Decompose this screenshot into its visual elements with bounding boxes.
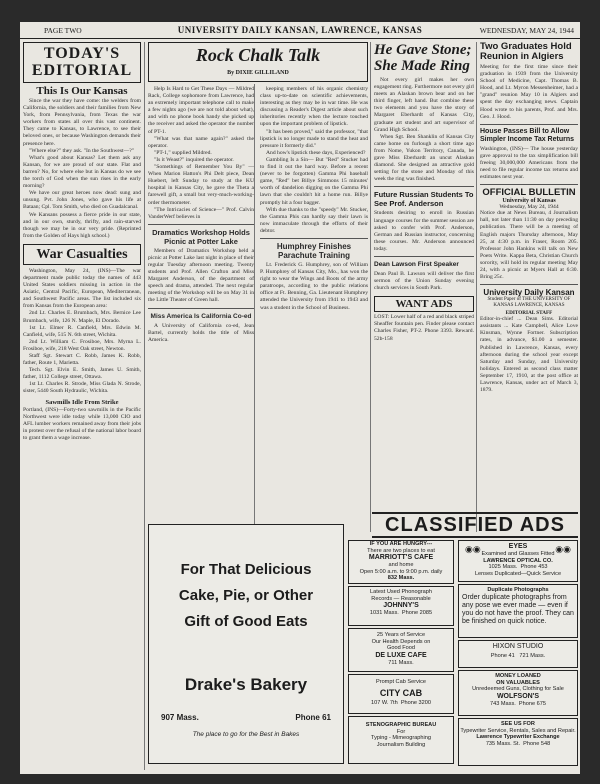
bulletin-body: Notice due at News Bureau, 4 Journalism hall, not later than 11:30 on day preceding publication. There will be a meeting of English majors Thursday afternoon, May 25, at 4:30 p.m. in Fraser, Room 205. Professor John Hankins will talk on New Poets Write. Kappa Beta, Christian Church sorority, will hold its regular meeting May 24, with a picnic at Myers Hall at 6:30. Bring 25c. xyxy=(480,210,578,281)
wolfsons-line: Unredeemed Guns, Clothing for Sale xyxy=(472,686,564,693)
casualty-para: Staff Sgt. Stewart C. Robb, James K. Robb, father, Route 1, Marietta. xyxy=(23,353,141,367)
casualty-para: 1st Lt. Elmer R. Canfield, Mrs. Edwin M. Canfield, wife, 515 N. 6th street, Wichita. xyxy=(23,324,141,338)
johnnys-line: Latest Used Phonograph xyxy=(370,589,432,595)
cake-line-1: For That Delicious xyxy=(180,561,312,578)
page-header xyxy=(20,22,580,39)
marriott-address: 832 Mass. xyxy=(387,575,415,582)
wolfsons-ad xyxy=(458,670,578,716)
drakes-bakery-ad xyxy=(148,524,344,764)
miss-america-headline: Miss America Is California Co-ed xyxy=(150,312,252,320)
sawmills-body: Portland, (INS)—Forty-two sawmills in the Pacific Northwest were idle today while 13,000 CIO and AFL lumber workers remained away from their jobs in protest over the refusal of the national labor board to grant them a wage increase. xyxy=(23,406,141,441)
typewriter-line: Typewriter Service, Rentals, Sales and Repair. xyxy=(460,727,576,734)
dramatics-body: Members of Dramatics Workshop held a picnic at Potter Lake last night in place of their regular Tuesday afternoon meeting. Twenty students and Prof. Allen Crafton and Miss Margaret Anderson, of the department of speech and drama, attended. The next regular meeting of the Workshop will be on May 31 in the Little Theater of Green hall. xyxy=(148,247,254,304)
column-divider xyxy=(254,84,255,524)
deluxe-line: Our Health Depends on xyxy=(371,638,431,645)
rock-chalk-para: With due thanks to the "speedy" Mr. Stucker, the Gamma Phis can hardly say their lawn is now immaculate through the efforts of their debtor. xyxy=(260,206,368,234)
humphrey-headline: Humphrey Finishes Parachute Training xyxy=(276,241,352,260)
rock-chalk-col2 xyxy=(260,86,368,312)
optical-address: 1025 Mass. xyxy=(488,564,518,571)
hixon-address: 721 Mass. xyxy=(519,653,546,659)
optical-title: EYES xyxy=(508,543,528,550)
drakes-address: 907 Mass. xyxy=(161,713,199,722)
divider xyxy=(374,256,474,257)
newspaper-page xyxy=(20,22,580,774)
marriott-line: There are two places to eat xyxy=(367,547,435,554)
deluxe-cafe-ad xyxy=(348,628,454,672)
citycab-name: CITY CAB xyxy=(379,687,423,698)
bulletin-subtitle: University of Kansas xyxy=(502,198,556,205)
ring-para: Not every girl makes her own engagement ring. Furthermore not every girl meets an Alaskan brown bear and on her third finger, left hand. But combine these two elements and you have the story of Margaret Eberhardt of Kansas City, graduate art student and art supervisor of Grand High School. xyxy=(374,77,474,133)
steno-name: STENOGRAPHIC BUREAU xyxy=(365,722,437,728)
cake-line-3: Gift of Good Eats xyxy=(184,613,308,630)
marriott-name: MARRIOTT'S CAFE xyxy=(368,554,434,562)
divider xyxy=(480,284,578,285)
steno-line: Journalism Building xyxy=(376,741,426,748)
wolfsons-line: MONEY LOANED xyxy=(495,673,541,679)
lawson-headline: Dean Lawson First Speaker xyxy=(374,260,459,268)
sawmills-headline: Sawmills Idle From Strike xyxy=(45,398,119,406)
hixon-studio-ad xyxy=(458,640,578,668)
reunion-body: Meeting for the first time since their graduation in 1939 from the University School of Medicine, Capt. Thomas B. Hood, and Lt. Myron Messenheimer, had a "grand" reunion May 10 in Algiers and spent the day exchanging news. Captain Hood wrote to his parents, Prof. and Mrs. Geo. J. Hood. xyxy=(480,64,578,120)
photo-body: Order duplicate photographs from any pose we ever made — even if you do not have the proof. They can be finished on quick notice. xyxy=(462,593,574,625)
column-editorial xyxy=(23,42,141,770)
eye-icon: ◉◉ xyxy=(465,544,481,554)
hixon-phone: Phone 41 xyxy=(490,653,515,659)
issue-date: WEDNESDAY, MAY 24, 1944 xyxy=(479,26,574,35)
page-number: PAGE TWO xyxy=(44,26,82,35)
rock-chalk-para: Help Is Hard to Get These Days — Mildred Rack, College sophomore from Lawrence, had an extremely important telephone call to make a few nights ago (we are not told about what), and with no phone book handy she picked up the receiver and asked the operator the number of PT-1. xyxy=(148,86,254,135)
optical-line: Examined and Glasses Fitted xyxy=(481,551,555,557)
johnnys-phone: Phone 2085 xyxy=(401,610,433,617)
editorial-para: What's good about Kansas? Let them ask any Kansan, for we are proud of our state. Flat and barren? No, for where else but in Kansas do we see the torch of God when the sun rises in the early morning? xyxy=(23,154,141,190)
rock-chalk-section xyxy=(148,42,368,542)
wolfsons-name: WOLFSON'S xyxy=(496,692,540,700)
stenographic-ad xyxy=(348,716,454,764)
casualty-para: Tech. Sgt. Elvin E. Smith, James U. Smith, father, 1112 College street, Ottawa. xyxy=(23,367,141,381)
typewriter-phone: Phone 548 xyxy=(523,740,551,747)
rock-chalk-banner xyxy=(148,42,368,82)
rock-chalk-para: "The Intricacies of Science—" Prof. Calvin VanderWerf believes in xyxy=(148,206,254,220)
deluxe-address: 711 Mass. xyxy=(388,659,414,666)
hixon-name: HIXON STUDIO xyxy=(492,643,544,650)
optical-name: LAWRENCE OPTICAL CO. xyxy=(483,557,553,564)
casualty-para: 2nd Lt. William C. Frosiboe, Mrs. Myrna L. Frosiboe, wife, 218 West Oak street, Newton. xyxy=(23,338,141,352)
russian-body: Students desiring to enroll in Russian language courses for the summer session are asked to confer with Prof. Anderson, German and Russian instructor, concerning these courses. Mr. Anderson announced today. xyxy=(374,210,474,252)
wolfsons-phone: Phone 675 xyxy=(518,700,546,707)
column-news xyxy=(374,42,474,530)
marriott-ad xyxy=(348,540,454,584)
dramatics-headline: Dramatics Workshop Holds Picnic at Potter Lake xyxy=(152,227,250,246)
column-divider xyxy=(476,42,477,532)
editorial-title-2: EDITORIAL xyxy=(31,62,133,79)
todays-editorial-box xyxy=(23,42,141,83)
column-divider xyxy=(144,42,145,770)
rock-chalk-para: "Somethings of Remember You By" — When Marion Hatton's Phi Delt piece, Dean Huebert, left Sunday to study at the KU hospital in Kansas City, he gave the Theta a farewell gift, a small but very-much-working-order thermometer. xyxy=(148,164,254,206)
typewriter-name: Lawrence Typewriter Exchange xyxy=(476,734,560,741)
editorial-headline: This Is Our Kansas xyxy=(36,85,128,97)
staff-subtitle: Student Paper of THE UNIVERSITY OF KANSAS LAWRENCE, KANSAS xyxy=(487,297,571,309)
casualty-para: 2nd Lt. Charles E. Brumbach, Mrs. Bernice Lee Brumbach, wife, 126 N. Maple, El Dorado. xyxy=(23,310,141,324)
eye-icon: ◉◉ xyxy=(555,544,571,554)
ring-para: When Sgt. Ben Shanklin of Kansas City came home on furlough a short time ago from Nome, Yukon Territory, Canada, he gave Miss Eberhardt an uncut Alaskan diamond. She designed an attractive gold setting for the stone and Monday of this week the ring was finished. xyxy=(374,133,474,183)
drakes-name: Drake's Bakery xyxy=(184,675,308,694)
staff-label: EDITORIAL STAFF xyxy=(505,310,553,317)
editorial-body xyxy=(23,98,141,240)
deluxe-line: 25 Years of Service xyxy=(376,632,426,638)
war-casualties-body xyxy=(23,268,141,396)
bulletin-title: OFFICIAL BULLETIN xyxy=(482,187,576,199)
lawson-body: Dean Paul B. Lawson will deliver the first sermon of the Union Sunday evening church services in South Park. xyxy=(374,270,474,292)
humphrey-body: Lt. Frederick G. Humphrey, son of William P. Humphrey of Kansas City, Mo., has won the right to wear the Wings and Boots of the army paratroops, according to the public relations office at Ft. Benning, Ga. Lieutenant Humphrey attended the University from 1941 to 1943 and was a student in the School of Business. xyxy=(260,261,368,311)
drakes-tagline: The place to go for the Best in Bakes xyxy=(192,731,300,738)
wolfsons-line: ON VALUABLES xyxy=(496,679,540,686)
divider xyxy=(480,184,578,185)
rock-chalk-byline: By DIXIE GILLILAND xyxy=(227,70,289,76)
classified-title: CLASSIFIED ADS xyxy=(385,514,565,536)
citycab-line: Prompt Cab Service xyxy=(375,679,427,685)
citycab-address: 107 W. 7th xyxy=(370,699,398,706)
typewriter-ad xyxy=(458,718,578,766)
want-ads-box xyxy=(374,296,474,312)
casualty-para: 1st Lt. Charles R. Strode, Miss Glada N. Strode, sister, 5440 South Hydraulic, Wichita. xyxy=(23,381,141,395)
rock-chalk-para: "What was that name again?" asked the operator. xyxy=(148,135,254,149)
divider xyxy=(148,224,254,225)
optical-ad xyxy=(458,540,578,582)
drakes-phone: Phone 61 xyxy=(295,713,331,722)
divider xyxy=(374,186,474,187)
rock-chalk-para: "Is it Weast?" inquired the operator. xyxy=(154,156,234,163)
deluxe-line: Good Food xyxy=(387,645,415,652)
editorial-title-1: TODAY'S xyxy=(43,45,121,62)
marriott-line: IF YOU ARE HUNGRY--- xyxy=(369,541,433,547)
editorial-para: We have our great heroes now dead: sung and unsung. Pvt. John Jones, who gave his life at Bataan; Cpl. Tom Smith, who died on Guadalcanal. xyxy=(23,190,141,211)
divider xyxy=(480,124,578,125)
ring-headline: He Gave Stone; She Made Ring xyxy=(374,42,472,74)
city-cab-ad xyxy=(348,674,454,714)
war-casualties-box xyxy=(23,244,141,265)
want-ads-body: LOST: Lower half of a red and black striped Sheaffer fountain pen. Finder please contact Charles Fisher, PT-2. Phone 3393. Reward. 52b-158 xyxy=(374,314,474,342)
masthead: UNIVERSITY DAILY KANSAN, LAWRENCE, KANSAS xyxy=(177,25,423,35)
staff-title: University Daily Kansan xyxy=(483,288,575,298)
rock-chalk-title: Rock Chalk Talk xyxy=(195,45,321,65)
classified-banner xyxy=(372,512,578,538)
typewriter-line: SEE US FOR xyxy=(501,721,535,727)
rock-chalk-para: "It has been proved," said the professor, "that lipstick is no longer made to stand the heat and pressure it formerly did." xyxy=(260,128,368,149)
duplicate-photos-ad xyxy=(458,584,578,638)
rock-chalk-para: And how's lipstick these days, Experienced? xyxy=(266,149,366,156)
johnnys-line: Records — Reasonable xyxy=(371,595,431,602)
citycab-phone: Phone 3200 xyxy=(400,699,432,706)
miss-america-body: A University of California co-ed, Jean Bartel, currently holds the title of Miss America. xyxy=(148,322,254,343)
rock-chalk-para: keeping members of his organic chemistry class up-to-date on scientific achievements, interesting as they may be in war time. He was discussing a Reader's Digest article about such inheritories recently when the lecture touched upon the important problem of lipstick. xyxy=(260,86,368,128)
house-headline: House Passes Bill to Allow Simpler Income Tax Returns xyxy=(480,127,575,143)
cake-line-2: Cake, Pie, or Other xyxy=(178,587,314,604)
rock-chalk-col1 xyxy=(148,86,254,344)
editorial-para: "Where else?" they ask. "In the Southwest—?" xyxy=(29,147,134,154)
column-bulletin xyxy=(480,42,578,530)
marriott-hours: Open 5:00 a.m. to 9:00 p.m. daily xyxy=(359,568,443,575)
column-divider xyxy=(370,42,371,532)
want-ads-title: WANT ADS xyxy=(395,298,453,311)
marriott-line: and home xyxy=(388,562,414,569)
editorial-para: We Kansans possess a fierce pride in our state, and in our own, sturdy, thrifty, and rain-starved though we may be in our very pride. (Reprinted from the Golden of Hays high school.) xyxy=(23,211,141,239)
bulletin-date: Wednesday, May 24, 1944 xyxy=(499,204,559,211)
johnnys-ad xyxy=(348,586,454,626)
johnnys-name: JOHNNY'S xyxy=(383,602,419,610)
steno-line: Typing - Mimeographing xyxy=(370,735,431,742)
deluxe-name: DE LUXE CAFE xyxy=(375,651,427,659)
russian-headline: Future Russian Students To See Prof. Anderson xyxy=(374,190,474,209)
rock-chalk-para: Gambling Is a Sin— But "Red" Stucker had to find it out the hard way. Before a recent (never to be forgotten) Gamma Phi baseball game, "Red" bet Billye Simmons 15 minutes' worth of dandelion digging on the Gamma Phi lawn that she couldn't hit a home run. Billye promptly hit a four bagger. xyxy=(260,156,368,206)
reunion-headline: Two Graduates Hold Reunion in Algiers xyxy=(480,42,572,62)
photo-title: Duplicate Photographs xyxy=(487,587,549,593)
johnnys-address: 1031 Mass. xyxy=(369,610,399,617)
optical-line: Lenses Duplicated—Quick Service xyxy=(474,570,562,577)
divider xyxy=(260,238,368,239)
staff-body: Editor-in-chief ... Dean Sims. Editorial assistants ... Kate Campbell, Alice Love Kinsman, Wynne Fortner. Subscription rates, in advance, $1.00 a semester. Published in Lawrence, Kansas, every afternoon during the school year except Saturday and Sunday, and University holidays. Entered as second class matter September 17, 1910, at the post office at Lawrence, Kansas, under act of March 3, 1879. xyxy=(480,316,578,394)
typewriter-address: 735 Mass. St. xyxy=(485,740,521,747)
steno-line: For xyxy=(396,728,406,735)
war-casualties-title: War Casualties xyxy=(36,246,128,262)
house-body: Washington, (INS)— The house yesterday gave approval to the tax simplification bill freeing 30,000,000 Americans from the need to file regular income tax returns and estimates next year. xyxy=(480,145,578,181)
optical-phone: Phone 453 xyxy=(520,564,548,571)
divider xyxy=(148,308,254,309)
rock-chalk-para: "PT-1," supplied Mildred. xyxy=(154,149,212,156)
wolfsons-address: 743 Mass. xyxy=(490,700,516,707)
ring-body xyxy=(374,77,474,183)
editorial-para: Since the war they have come: the welders from California, the soldiers and their families from New York, from Pennsylvania, from Texas the war workers from states all over this vast continent. They came to Kansas, to Lawrence, to see their beloved ones, or because Washington demands their presence here. xyxy=(23,98,141,147)
casualty-para: Washington, May 24, (INS)—The war department made public today the names of 443 United States soldiers missing in action in the Asiatic, Central Pacific, European, Mediterranean, and Southwest Pacific areas. The list included six from Kansas from the European area: xyxy=(23,267,141,310)
